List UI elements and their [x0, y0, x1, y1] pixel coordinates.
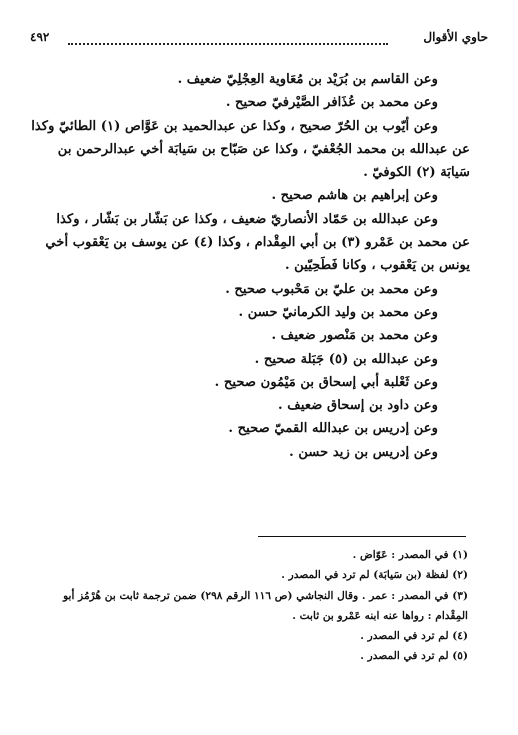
text-line: عن عبدالله بن محمد الجُعْفيّ ، وكذا عن صَبّاح بن سَيابَة أخي عبدالرحمن بن [57, 141, 470, 157]
footnote-line: (٤) لم ترد في المصدر . [360, 630, 468, 643]
text-line: وعن إبراهيم بن هاشم صحيح . [271, 188, 438, 204]
footnote-line: (١) في المصدر : عَوّاض . [352, 549, 468, 561]
footnotes [30, 545, 468, 667]
page-header [30, 30, 488, 50]
text-line: وعن أيّوب بن الحُرّ صحيح ، وكذا عن عبدالحميد بن عَوَّاص (١) الطائيّ وكذا [31, 118, 438, 134]
text-line: وعن ثَعْلبة أبي إسحاق بن مَيْمُون صحيح . [214, 374, 438, 390]
text-line: وعن محمد بن مَنْصور ضعيف . [271, 328, 438, 344]
text-line: وعن القاسم بن بُرَيْد بن مُعَاوية العِجْلِيّ ضعيف . [177, 72, 438, 87]
text-line: وعن محمد بن وليد الكرمانيّ حسن . [238, 304, 438, 320]
text-line: وعن داود بن إسحاق ضعيف . [278, 398, 438, 414]
footnote-line: المِقْدام : رواها عنه ابنه عَمْرو بن ثابت . [292, 609, 468, 622]
footnote-line: (٢) لفظة (بن سَيابَة) لم ترد في المصدر . [281, 569, 468, 582]
text-line: وعن إدريس بن زيد حسن . [289, 444, 438, 460]
text-line: سَيابَة (٢) الكوفيّ . [363, 165, 470, 181]
footnote-line: (٣) في المصدر : عمر . وقال النجاشي (ص ١١٦ الرقم ٢٩٨) ضمن ترجمة ثابت بن هُرْمُز أبو [63, 589, 468, 602]
text-line: وعن محمد بن عُذَافر الصَّيْرفيّ صحيح . [225, 95, 438, 111]
text-line: عن محمد بن عَمْرو (٣) بن أبي المِقْدام ، وكذا (٤) عن يوسف بن يَعْقوب أخي [45, 235, 470, 251]
footnote-line: (٥) لم ترد في المصدر . [360, 650, 468, 663]
text-line: وعن إدريس بن عبدالله القميّ صحيح . [228, 421, 438, 437]
footnote-separator [258, 536, 466, 537]
header-dotted-leader [68, 43, 388, 45]
main-text [30, 68, 470, 464]
text-line: وعن محمد بن عليّ بن مَحْبوب صحيح . [225, 281, 438, 297]
running-title: حاوي الأقوال [423, 30, 488, 44]
page-number: ٤٩٢ [30, 30, 50, 44]
text-line: يونس بن يَعْقوب ، وكانا فَطَحِيّين . [285, 258, 470, 274]
text-line: وعن عبدالله بن حَمّاد الأنصاريّ ضعيف ، وكذا عن بَشّار بن بَشّار ، وكذا [56, 211, 438, 227]
text-line: وعن عبدالله بن (٥) جَبَلة صحيح . [254, 351, 438, 367]
